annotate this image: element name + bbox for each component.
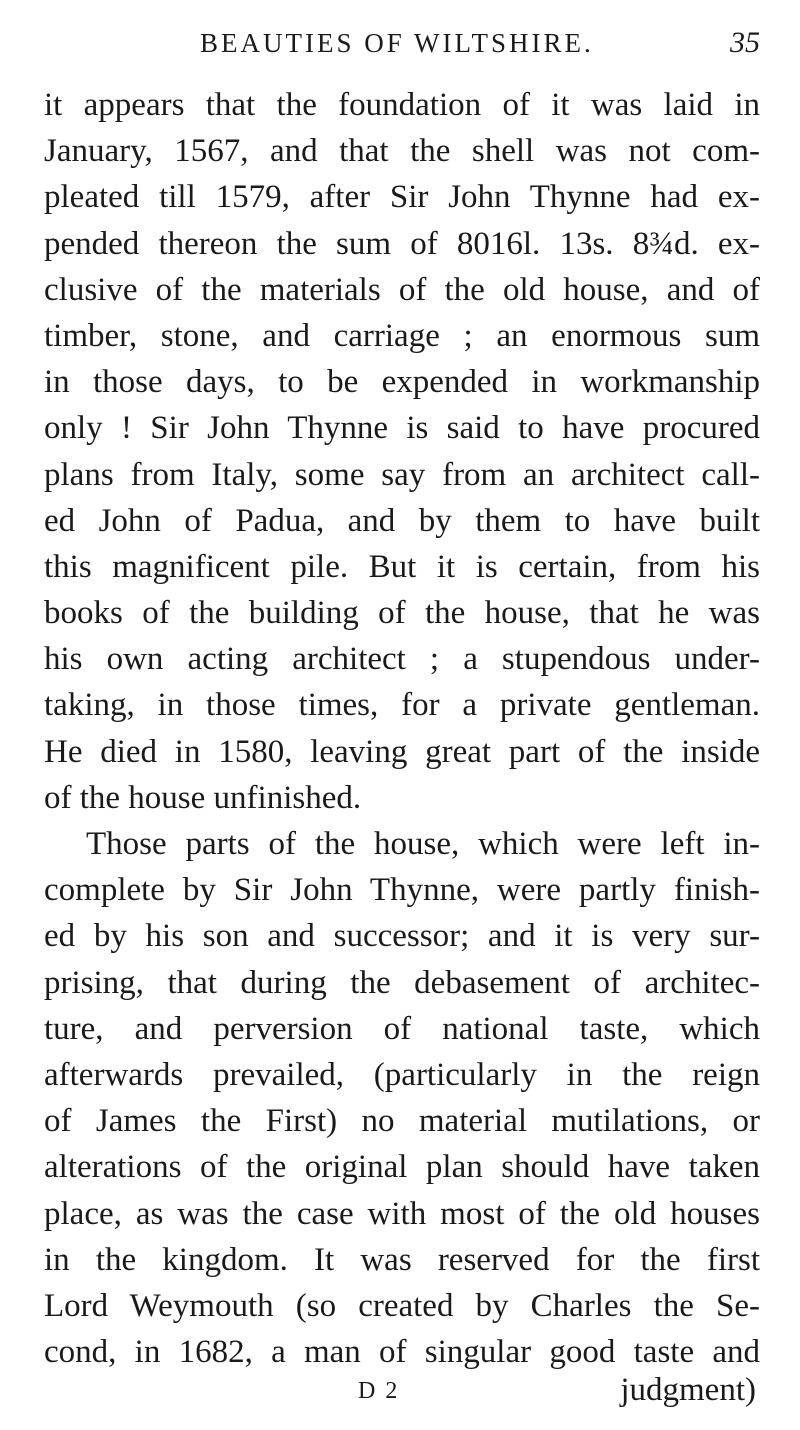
text-line: this magnificent pile. But it is certain, from his [44,548,760,585]
text-line-paragraph-start: Those parts of the house, which were left in- [86,826,760,862]
text-line: in those days, to be expended in workmanship [44,364,760,401]
text-line: alterations of the original plan should have taken [44,1149,760,1186]
text-line: January, 1567, and that the shell was not com- [44,133,760,170]
page-number: 35 [730,26,760,59]
text-line-paragraph-end: of the house unfinished. [44,779,362,816]
catchword: judgment) [620,1372,756,1408]
text-line: it appears that the foundation of it was laid in [44,87,760,123]
text-line: only ! Sir John Thynne is said to have procured [44,410,760,447]
text-line: plans from Italy, some say from an architect call- [44,456,760,493]
text-line: books of the building of the house, that he was [44,595,760,632]
text-line: cond, in 1682, a man of singular good taste and [44,1334,760,1371]
text-line: taking, in those times, for a private gentleman. [44,687,760,724]
text-line: in the kingdom. It was reserved for the first [44,1241,760,1278]
text-line: his own acting architect ; a stupendous under- [44,641,760,678]
text-line: prising, that during the debasement of architec- [44,964,760,1001]
text-line: complete by Sir John Thynne, were partly finish- [44,872,760,909]
text-line: ture, and perversion of national taste, which [44,1010,760,1047]
body-text [44,82,760,1375]
signature-mark: D 2 [358,1378,400,1404]
text-line: Lord Weymouth (so created by Charles the Se- [44,1287,760,1324]
text-line: He died in 1580, leaving great part of the inside [44,733,760,770]
text-line: ed by his son and successor; and it is very sur- [44,918,760,955]
text-line: ed John of Padua, and by them to have built [44,502,760,539]
text-line: pleated till 1579, after Sir John Thynne had ex- [44,179,760,216]
running-title: BEAUTIES OF WILTSHIRE. [200,28,594,58]
text-line: place, as was the case with most of the old houses [44,1195,760,1232]
text-line: clusive of the materials of the old house, and of [44,271,760,308]
text-line: pended thereon the sum of 8016l. 13s. 8¾d. ex- [44,225,760,262]
text-line: timber, stone, and carriage ; an enormous sum [44,317,760,354]
text-line: afterwards prevailed, (particularly in the reign [44,1056,760,1093]
text-line: of James the First) no material mutilations, or [44,1103,760,1140]
